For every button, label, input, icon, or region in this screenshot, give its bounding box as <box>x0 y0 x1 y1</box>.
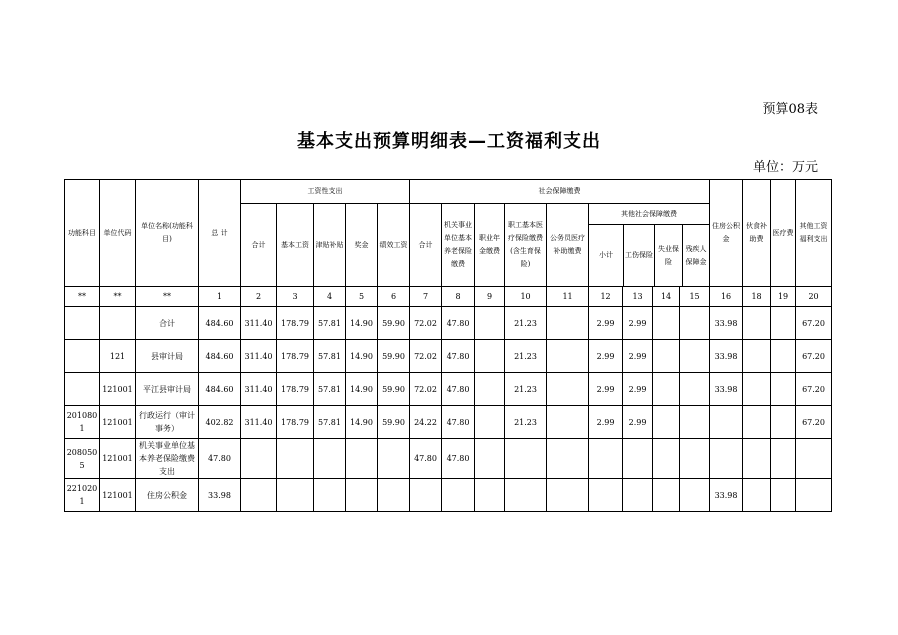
cell-c5: 14.90 <box>346 373 378 406</box>
budget-table <box>64 179 832 512</box>
cell-c4: 57.81 <box>314 373 346 406</box>
cell-c19 <box>771 340 796 373</box>
cell-c14 <box>653 373 680 406</box>
cell-c12: 2.99 <box>589 307 623 340</box>
cell-c20: 67.20 <box>796 406 832 439</box>
table-row <box>65 406 832 439</box>
cell-c8: 47.80 <box>442 439 475 479</box>
cell-code <box>100 307 136 340</box>
cell-c13: 2.99 <box>623 340 653 373</box>
cell-c16: 33.98 <box>710 307 743 340</box>
cell-c18 <box>743 439 771 479</box>
cell-c2: 311.40 <box>241 307 277 340</box>
cell-c14 <box>653 479 680 512</box>
cell-c2: 311.40 <box>241 373 277 406</box>
table-row <box>65 307 832 340</box>
cell-c5 <box>346 439 378 479</box>
cell-c15 <box>680 307 710 340</box>
table-row <box>65 373 832 406</box>
cell-c8: 47.80 <box>442 406 475 439</box>
cell-func: 208050 5 <box>65 439 100 479</box>
cell-c19 <box>771 406 796 439</box>
cell-c14 <box>653 439 680 479</box>
cell-c12: 2.99 <box>589 406 623 439</box>
table-row <box>65 479 832 512</box>
index-cell: 2 <box>241 287 277 307</box>
cell-c19 <box>771 439 796 479</box>
index-cell: 20 <box>796 287 832 307</box>
cell-c12 <box>589 479 623 512</box>
header-injury: 工伤保险 <box>624 225 655 286</box>
cell-c2 <box>241 479 277 512</box>
index-cell: ** <box>136 287 199 307</box>
cell-c15 <box>680 373 710 406</box>
cell-c11 <box>547 340 589 373</box>
cell-c11 <box>547 373 589 406</box>
cell-c6: 59.90 <box>378 340 410 373</box>
cell-func: 201080 1 <box>65 406 100 439</box>
cell-c8: 47.80 <box>442 307 475 340</box>
cell-c13: 2.99 <box>623 406 653 439</box>
cell-c14 <box>653 406 680 439</box>
unit-label: 单位：万元 <box>752 160 818 175</box>
header-unit-code: 单位代码 <box>100 180 136 287</box>
table-row <box>65 439 832 479</box>
header-basic-salary: 基本工资 <box>277 204 314 287</box>
cell-c19 <box>771 479 796 512</box>
index-cell: 8 <box>442 287 475 307</box>
cell-c20 <box>796 479 832 512</box>
cell-c10 <box>505 479 547 512</box>
cell-c7: 72.02 <box>410 373 442 406</box>
cell-c10 <box>505 439 547 479</box>
header-unemployment: 失业保险 <box>655 225 683 286</box>
cell-c7: 72.02 <box>410 307 442 340</box>
header-social-subtotal: 合计 <box>410 204 442 287</box>
cell-total: 33.98 <box>199 479 241 512</box>
index-cell: 9 <box>475 287 505 307</box>
cell-total: 484.60 <box>199 373 241 406</box>
header-salary-subtotal: 合计 <box>241 204 277 287</box>
header-other-social-group: 其他社会保障缴费 <box>589 204 709 225</box>
header-unit-name: 单位名称(功能科目) <box>136 180 199 287</box>
cell-c2: 311.40 <box>241 406 277 439</box>
cell-c6 <box>378 479 410 512</box>
cell-name: 平江县审计局 <box>136 373 199 406</box>
header-bonus: 奖金 <box>346 204 378 287</box>
cell-c20: 67.20 <box>796 340 832 373</box>
cell-c9 <box>475 373 505 406</box>
cell-c11 <box>547 406 589 439</box>
table-row <box>65 340 832 373</box>
cell-func <box>65 373 100 406</box>
cell-c7: 72.02 <box>410 340 442 373</box>
cell-name: 行政运行（审计事务） <box>136 406 199 439</box>
header-pension: 机关事业单位基本养老保险缴费 <box>442 204 475 287</box>
cell-c15 <box>680 479 710 512</box>
index-cell: 7 <box>410 287 442 307</box>
cell-func: 221020 1 <box>65 479 100 512</box>
cell-c6: 59.90 <box>378 373 410 406</box>
cell-c9 <box>475 307 505 340</box>
table-body <box>65 307 832 512</box>
cell-c9 <box>475 439 505 479</box>
cell-c7 <box>410 479 442 512</box>
header-other-subtotal: 小计 <box>589 225 624 286</box>
cell-c10: 21.23 <box>505 307 547 340</box>
cell-c18 <box>743 406 771 439</box>
cell-name: 合计 <box>136 307 199 340</box>
cell-c16: 33.98 <box>710 373 743 406</box>
cell-c6 <box>378 439 410 479</box>
cell-code: 121001 <box>100 373 136 406</box>
page-title: 基本支出预算明细表—工资福利支出 <box>297 131 601 152</box>
cell-c2: 311.40 <box>241 340 277 373</box>
cell-c4: 57.81 <box>314 340 346 373</box>
index-cell: 4 <box>314 287 346 307</box>
cell-func <box>65 307 100 340</box>
header-meal: 伙食补助费 <box>743 180 771 287</box>
index-cell: 11 <box>547 287 589 307</box>
header-medical-insurance: 职工基本医疗保险缴费(含生育保险) <box>505 204 547 287</box>
cell-code: 121001 <box>100 439 136 479</box>
cell-c3: 178.79 <box>277 307 314 340</box>
cell-c4 <box>314 439 346 479</box>
cell-c6: 59.90 <box>378 307 410 340</box>
cell-c15 <box>680 406 710 439</box>
header-total: 总 计 <box>199 180 241 287</box>
header-annuity: 职业年金缴费 <box>475 204 505 287</box>
header-other-social-cell <box>589 204 710 287</box>
cell-c12: 2.99 <box>589 340 623 373</box>
form-number: 预算08表 <box>762 102 818 117</box>
cell-name: 住房公积金 <box>136 479 199 512</box>
cell-c19 <box>771 373 796 406</box>
cell-c4 <box>314 479 346 512</box>
cell-c20: 67.20 <box>796 307 832 340</box>
cell-c3: 178.79 <box>277 373 314 406</box>
cell-c8: 47.80 <box>442 340 475 373</box>
cell-c13: 2.99 <box>623 307 653 340</box>
cell-c4: 57.81 <box>314 406 346 439</box>
index-cell: ** <box>65 287 100 307</box>
cell-code: 121 <box>100 340 136 373</box>
cell-c9 <box>475 406 505 439</box>
cell-c16 <box>710 439 743 479</box>
index-cell: 10 <box>505 287 547 307</box>
header-performance: 绩效工资 <box>378 204 410 287</box>
index-cell: 13 <box>623 287 653 307</box>
cell-c10: 21.23 <box>505 340 547 373</box>
header-allowance: 津贴补贴 <box>314 204 346 287</box>
index-cell: 3 <box>277 287 314 307</box>
header-social-group: 社会保障缴费 <box>410 180 710 204</box>
index-cell: 15 <box>680 287 710 307</box>
cell-c18 <box>743 307 771 340</box>
cell-c7: 47.80 <box>410 439 442 479</box>
cell-c16: 33.98 <box>710 479 743 512</box>
index-cell: 19 <box>771 287 796 307</box>
header-housing: 住房公积金 <box>710 180 743 287</box>
cell-c3: 178.79 <box>277 406 314 439</box>
cell-c19 <box>771 307 796 340</box>
index-cell: 14 <box>653 287 680 307</box>
cell-total: 47.80 <box>199 439 241 479</box>
cell-total: 484.60 <box>199 340 241 373</box>
header-disabled: 残疾人保障金 <box>685 244 707 266</box>
cell-c20 <box>796 439 832 479</box>
cell-c6: 59.90 <box>378 406 410 439</box>
index-cell: 5 <box>346 287 378 307</box>
cell-c14 <box>653 340 680 373</box>
cell-c8 <box>442 479 475 512</box>
cell-c10: 21.23 <box>505 406 547 439</box>
index-row <box>65 287 832 307</box>
cell-c7: 24.22 <box>410 406 442 439</box>
cell-c14 <box>653 307 680 340</box>
header-salary-group: 工资性支出 <box>241 180 410 204</box>
cell-c8: 47.80 <box>442 373 475 406</box>
header-medical: 医疗费 <box>771 180 796 287</box>
cell-c12 <box>589 439 623 479</box>
cell-c16: 33.98 <box>710 340 743 373</box>
cell-c16 <box>710 406 743 439</box>
index-cell: 18 <box>743 287 771 307</box>
index-cell: 6 <box>378 287 410 307</box>
cell-c4: 57.81 <box>314 307 346 340</box>
cell-name: 县审计局 <box>136 340 199 373</box>
cell-code: 121001 <box>100 406 136 439</box>
cell-code: 121001 <box>100 479 136 512</box>
cell-func <box>65 340 100 373</box>
cell-c5: 14.90 <box>346 406 378 439</box>
cell-c5: 14.90 <box>346 340 378 373</box>
cell-c9 <box>475 479 505 512</box>
index-cell: 1 <box>199 287 241 307</box>
cell-c13: 2.99 <box>623 373 653 406</box>
cell-c20: 67.20 <box>796 373 832 406</box>
cell-c5: 14.90 <box>346 307 378 340</box>
cell-c11 <box>547 479 589 512</box>
cell-total: 484.60 <box>199 307 241 340</box>
index-cell: 16 <box>710 287 743 307</box>
cell-c15 <box>680 340 710 373</box>
cell-c11 <box>547 307 589 340</box>
cell-c3 <box>277 439 314 479</box>
cell-c2 <box>241 439 277 479</box>
cell-c18 <box>743 373 771 406</box>
cell-total: 402.82 <box>199 406 241 439</box>
cell-c10: 21.23 <box>505 373 547 406</box>
index-cell: 12 <box>589 287 623 307</box>
header-func-code: 功能科目 <box>65 180 100 287</box>
header-other-welfare: 其他工资福利支出 <box>796 180 832 287</box>
header-civil-medical: 公务员医疗补助缴费 <box>547 204 589 287</box>
index-cell: ** <box>100 287 136 307</box>
cell-c13 <box>623 479 653 512</box>
cell-name: 机关事业单位基本养老保险缴费支出 <box>136 439 199 479</box>
cell-c18 <box>743 340 771 373</box>
cell-c18 <box>743 479 771 512</box>
cell-c15 <box>680 439 710 479</box>
cell-c5 <box>346 479 378 512</box>
cell-c12: 2.99 <box>589 373 623 406</box>
cell-c13 <box>623 439 653 479</box>
cell-c11 <box>547 439 589 479</box>
cell-c3: 178.79 <box>277 340 314 373</box>
cell-c9 <box>475 340 505 373</box>
cell-c3 <box>277 479 314 512</box>
